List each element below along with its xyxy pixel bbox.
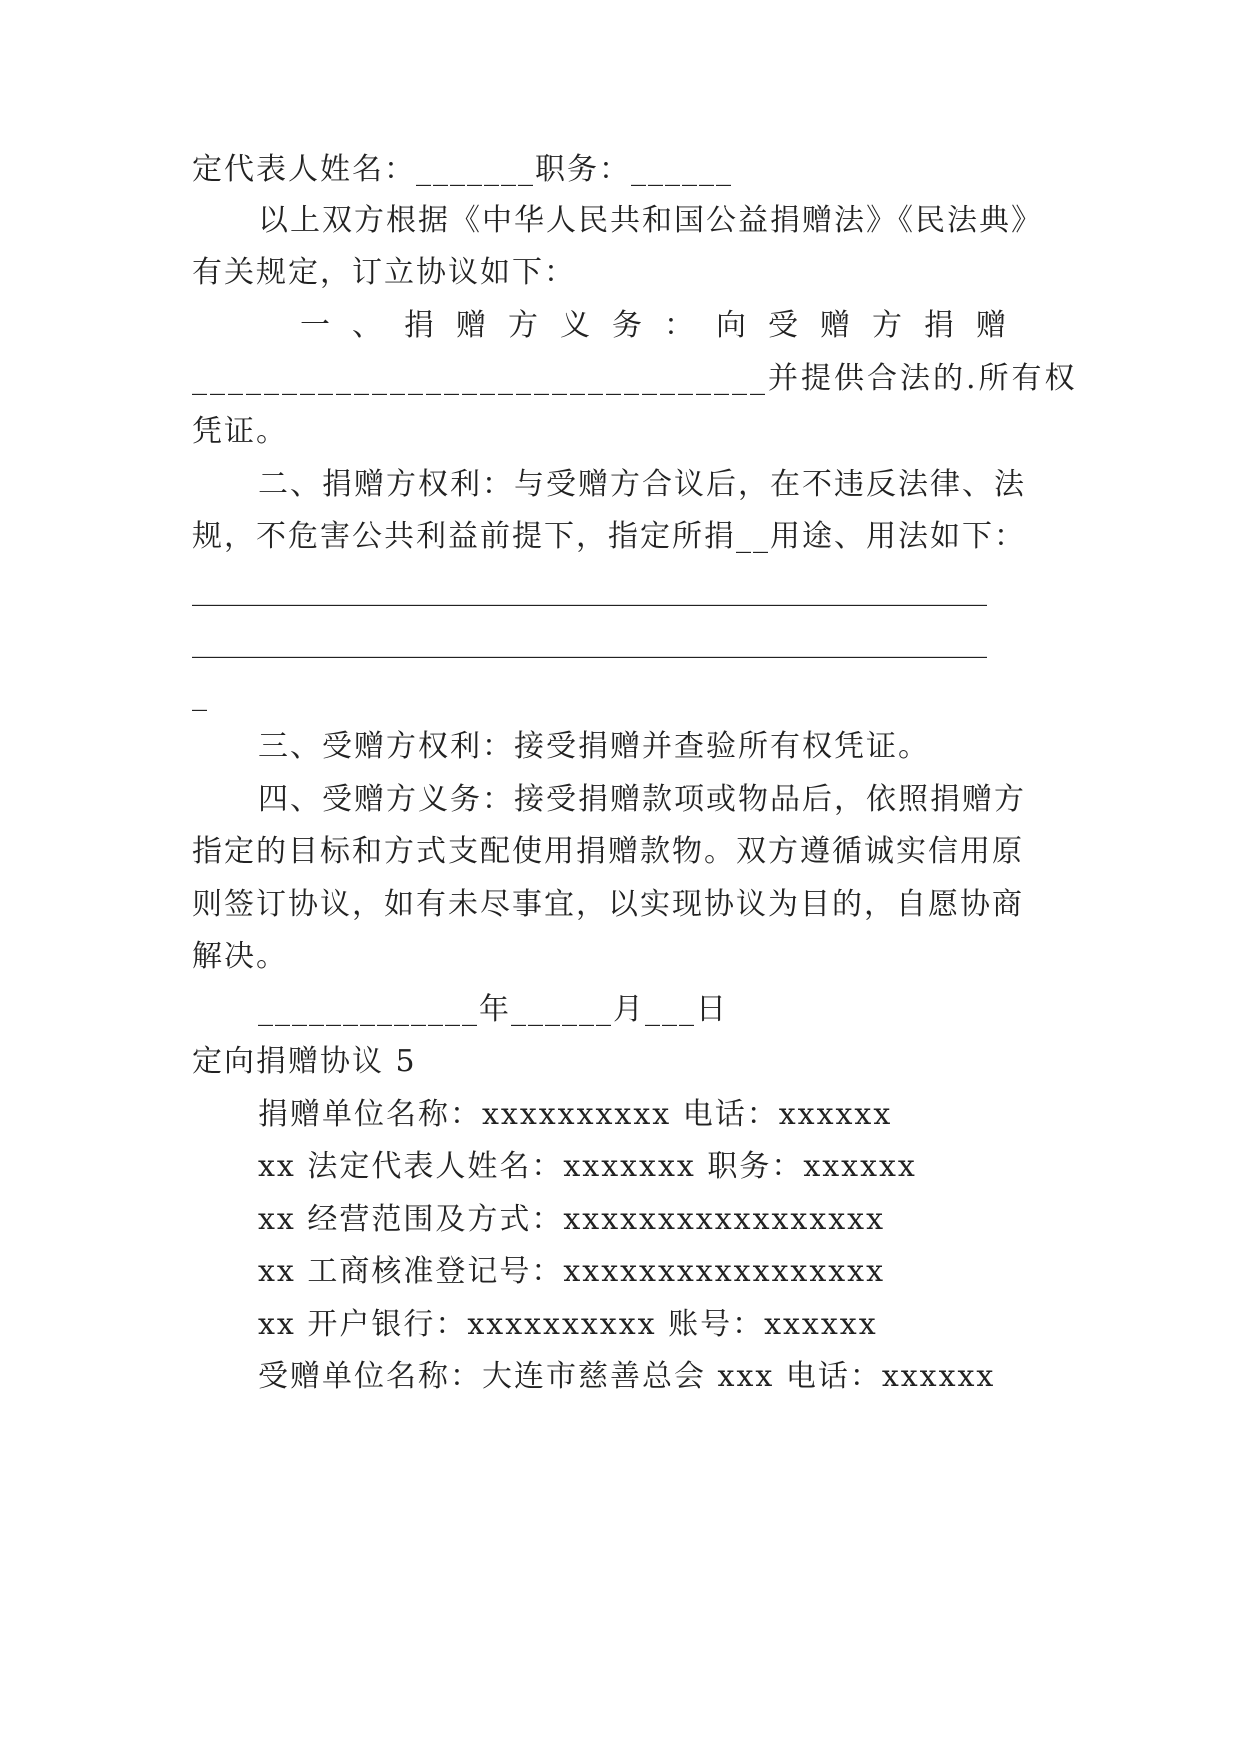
clause-3-line: 三、受赠方权利：接受捐赠并查验所有权凭证。: [258, 729, 930, 764]
clause-1-line-3: 凭证。: [192, 414, 288, 449]
recipient-name-line: 受赠单位名称：大连市慈善总会 xxx 电话：xxxxxx: [258, 1359, 996, 1394]
donor-business-line: xx 经营范围及方式：xxxxxxxxxxxxxxxxx: [258, 1202, 885, 1237]
clause-1-line-1: 一、捐赠方义务：向受赠方捐赠: [300, 308, 1028, 343]
clause-4-line-2: 指定的目标和方式支配使用捐赠款物。双方遵循诚实信用原: [192, 834, 1024, 869]
blank-line-2: _____________________________________________________: [192, 624, 987, 659]
clause-4-line-4: 解决。: [192, 939, 288, 974]
donor-name-line: 捐赠单位名称：xxxxxxxxxx 电话：xxxxxx: [258, 1097, 893, 1132]
clause-4-line-1: 四、受赠方义务：接受捐赠款项或物品后，依照捐赠方: [258, 782, 1026, 817]
clause-4-line-3: 则签订协议，如有未尽事宜，以实现协议为目的，自愿协商: [192, 887, 1024, 922]
section-title: 定向捐赠协议 5: [192, 1044, 417, 1079]
date-line: _____________年______月___日: [258, 992, 728, 1027]
donor-registration-line: xx 工商核准登记号：xxxxxxxxxxxxxxxxx: [258, 1254, 885, 1289]
donor-representative-line: xx 法定代表人姓名：xxxxxxx 职务：xxxxxx: [258, 1149, 917, 1184]
blank-line-1: _____________________________________________________: [192, 572, 987, 607]
blank-line-3: _: [192, 677, 209, 712]
clause-2-line-2: 规，不危害公共利益前提下，指定所捐__用途、用法如下：: [192, 519, 1026, 554]
representative-line: 定代表人姓名：_______职务：______: [192, 152, 733, 187]
clause-1-line-2: ________________________________并提供合法的.所有权: [192, 361, 1078, 396]
basis-paragraph-line-1: 以上双方根据《中华人民共和国公益捐赠法》《民法典》: [258, 203, 1043, 238]
basis-paragraph-line-2: 有关规定，订立协议如下：: [192, 255, 576, 290]
donor-bank-line: xx 开户银行：xxxxxxxxxx 账号：xxxxxx: [258, 1307, 878, 1342]
clause-2-line-1: 二、捐赠方权利：与受赠方合议后，在不违反法律、法: [258, 467, 1026, 502]
